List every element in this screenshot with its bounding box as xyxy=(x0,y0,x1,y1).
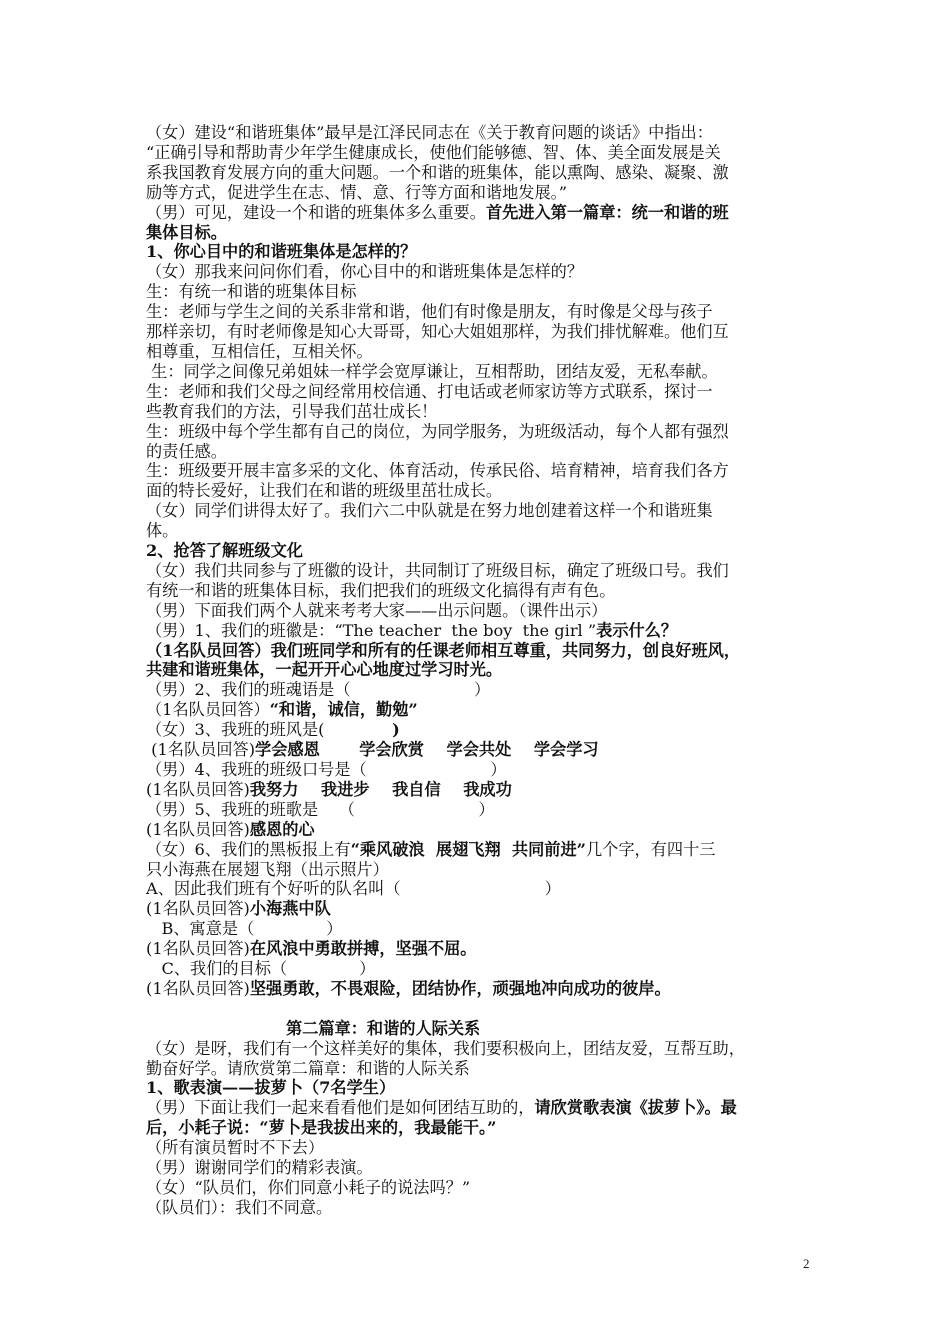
text-line xyxy=(146,203,812,223)
text-line xyxy=(146,402,812,422)
text-line xyxy=(146,1178,812,1198)
text-line xyxy=(146,919,812,939)
line-text: （男）2、我们的班魂语是（ ） xyxy=(146,680,491,700)
section-chapter-2 xyxy=(146,1039,812,1218)
text-line xyxy=(146,1039,812,1059)
line-text: （男）下面让我们一起来看看他们是如何团结互助的， xyxy=(146,1098,535,1118)
line-text: （男）谢谢同学们的精彩表演。 xyxy=(146,1158,373,1178)
line-bold-text: 1、歌表演——拔萝卜（7名学生） xyxy=(146,1078,396,1098)
line-text: （女）6、我们的黑板报上有 xyxy=(146,839,351,859)
line-bold-text: 学会感恩 学会欣赏 学会共处 学会学习 xyxy=(255,740,599,760)
text-line xyxy=(146,760,812,780)
line-text: (1名队员回答) xyxy=(146,978,250,998)
text-line xyxy=(146,1098,812,1118)
line-bold-text: ) xyxy=(324,720,400,740)
text-line xyxy=(146,481,812,501)
line-bold-text: 集体目标。 xyxy=(146,222,227,242)
text-line xyxy=(146,422,812,442)
line-text: 面的特长爱好，让我们在和谐的班级里茁壮成长。 xyxy=(146,481,503,501)
text-line xyxy=(146,521,812,541)
line-tail-text: 几个字，有四十三 xyxy=(585,839,716,859)
line-text: （女）3、我班的班风是( xyxy=(146,720,325,740)
line-text: 系我国教育发展方向的重大问题。一个和谐的班集体，能以熏陶、感染、凝聚、激 xyxy=(146,162,729,182)
text-line xyxy=(146,780,812,800)
text-line xyxy=(146,242,812,262)
line-text: 生：有统一和谐的班集体目标 xyxy=(146,282,357,302)
line-text: 生：老师与学生之间的关系非常和谐，他们有时像是朋友，有时像是父母与孩子 xyxy=(146,302,713,322)
text-line xyxy=(146,720,812,740)
text-line xyxy=(146,879,812,899)
chapter-2-title: 第二篇章：和谐的人际关系 xyxy=(286,1018,481,1038)
line-text: （女）“队员们，你们同意小耗子的说法吗？” xyxy=(146,1178,471,1198)
line-bold-text: 共建和谐班集体，一起开开心心地度过学习时光。 xyxy=(146,660,503,680)
line-bold-text: 1、你心目中的和谐班集体是怎样的？ xyxy=(146,242,417,262)
text-line xyxy=(146,561,812,581)
line-text: （男）5、我班的班歌是 （ ） xyxy=(146,799,495,819)
line-text: （女）建设“和谐班集体”最早是江泽民同志在《关于教育问题的谈话》中指出： xyxy=(146,123,713,142)
text-line xyxy=(146,800,812,820)
text-line xyxy=(146,362,812,382)
line-text: （所有演员暂时不下去） xyxy=(146,1138,325,1158)
text-line xyxy=(146,899,812,919)
text-line xyxy=(146,262,812,282)
text-line xyxy=(146,163,812,183)
text-line xyxy=(146,461,812,481)
line-text: 生：班级中每个学生都有自己的岗位，为同学服务，为班级活动，每个人都有强烈 xyxy=(146,421,729,441)
section-chapter-1 xyxy=(146,123,812,999)
line-bold-text: 请欣赏歌表演《拔萝卜》。最 xyxy=(534,1098,737,1118)
page-number: 2 xyxy=(803,1256,810,1271)
line-text: (1名队员回答) xyxy=(146,899,250,919)
text-line xyxy=(146,1158,812,1178)
line-text: 有统一和谐的班集体目标，我们把我们的班级文化搞得有声有色。 xyxy=(146,580,616,600)
line-text: （队员们）：我们不同意。 xyxy=(146,1197,333,1217)
line-bold-text: 小海燕中队 xyxy=(249,899,331,919)
line-bold-text: 后，小耗子说：“萝卜是我拔出来的，我最能干。” xyxy=(146,1118,497,1138)
line-text: （女）同学们讲得太好了。我们六二中队就是在努力地创建着这样一个和谐班集 xyxy=(146,501,713,521)
line-text: （1名队员回答） xyxy=(146,700,270,720)
line-text: (1名队员回答) xyxy=(146,779,250,799)
line-text: (1名队员回答) xyxy=(146,939,250,959)
text-line xyxy=(146,1118,812,1138)
line-text: （女）是呀，我们有一个这样美好的集体，我们要积极向上，团结友爱，互帮互助， xyxy=(146,1038,745,1058)
text-line xyxy=(146,322,812,342)
text-line xyxy=(146,700,812,720)
line-text: 那样亲切，有时老师像是知心大哥哥，知心大姐姐那样，为我们排忧解难。他们互 xyxy=(146,322,729,342)
line-bold-text: 2、抢答了解班级文化 xyxy=(146,541,303,561)
text-line xyxy=(146,342,812,362)
text-line xyxy=(146,979,812,999)
line-bold-text: 在风浪中勇敢拼搏，坚强不屈。 xyxy=(249,939,477,959)
text-line xyxy=(146,1078,812,1098)
text-line xyxy=(146,1138,812,1158)
line-text: 相尊重，互相信任，互相关怀。 xyxy=(146,341,373,361)
text-line xyxy=(146,860,812,880)
text-line xyxy=(146,143,812,163)
text-line xyxy=(146,223,812,243)
line-text: （男）4、我班的班级口号是（ ） xyxy=(146,760,507,779)
line-text: (1名队员回答) xyxy=(146,819,250,839)
line-bold-text: （1名队员回答）我们班同学和所有的任课老师相互尊重，共同努力，创良好班风， xyxy=(146,640,741,660)
text-line xyxy=(146,302,812,322)
document-body xyxy=(146,123,812,1218)
line-text: （女）我们共同参与了班徽的设计，共同制订了班级目标，确定了班级口号。我们 xyxy=(146,560,729,580)
line-text: 生：同学之间像兄弟姐妹一样学会宽厚谦让，互相帮助，团结友爱，无私奉献。 xyxy=(146,361,718,381)
text-line xyxy=(146,183,812,203)
line-text: 体。 xyxy=(146,521,179,541)
text-line xyxy=(146,939,812,959)
text-line xyxy=(146,740,812,760)
line-text: 勤奋好学。请欣赏第二篇章：和谐的人际关系 xyxy=(146,1058,470,1078)
text-line xyxy=(146,820,812,840)
line-bold-text: 表示什么？ xyxy=(596,620,678,640)
line-bold-text: “和谐，诚信，勤勉” xyxy=(269,700,418,720)
text-line xyxy=(146,641,812,661)
line-text: （男）1、我们的班徽是：“The teacher the boy the girl ” xyxy=(146,620,597,640)
line-text: B、寓意是（ ） xyxy=(146,919,343,939)
line-bold-text: 坚强勇敢，不畏艰险，团结协作，顽强地冲向成功的彼岸。 xyxy=(249,978,671,998)
line-text: （男）可见，建设一个和谐的班集体多么重要。 xyxy=(146,202,486,222)
text-line xyxy=(146,680,812,700)
text-line xyxy=(146,840,812,860)
line-text: 的责任感。 xyxy=(146,441,227,461)
text-line xyxy=(146,1198,812,1218)
text-line xyxy=(146,581,812,601)
line-text: （男）下面我们两个人就来考考大家——出示问题。（课件出示） xyxy=(146,600,608,620)
line-text: C、我们的目标（ ） xyxy=(146,959,376,979)
text-line xyxy=(146,660,812,680)
line-text: 生：老师和我们父母之间经常用校信通、打电话或老师家访等方式联系，探讨一 xyxy=(146,381,713,401)
line-text: 励等方式，促进学生在志、情、意、行等方面和谐地发展。” xyxy=(146,182,568,202)
blank-line xyxy=(146,999,812,1019)
text-line xyxy=(146,123,812,143)
text-line xyxy=(146,1059,812,1079)
line-text: (1名队员回答) xyxy=(146,740,256,760)
line-text: A、因此我们班有个好听的队名叫（ ） xyxy=(146,879,561,899)
text-line xyxy=(146,442,812,462)
text-line xyxy=(146,959,812,979)
text-line xyxy=(146,501,812,521)
line-text: 只小海燕在展翅飞翔（出示照片） xyxy=(146,859,389,879)
line-text: （女）那我来问问你们看，你心目中的和谐班集体是怎样的？ xyxy=(146,262,584,282)
line-bold-text: 我努力 我进步 我自信 我成功 xyxy=(249,779,512,799)
text-line xyxy=(146,541,812,561)
text-line xyxy=(146,621,812,641)
line-bold-text: 首先进入第一篇章：统一和谐的班 xyxy=(485,202,729,222)
line-bold-text: “乘风破浪 展翅飞翔 共同前进” xyxy=(350,839,586,859)
line-bold-text: 感恩的心 xyxy=(249,819,315,839)
text-line xyxy=(146,382,812,402)
line-text: “正确引导和帮助青少年学生健康成长，使他们能够德、智、体、美全面发展是关 xyxy=(146,142,721,162)
line-text: 些教育我们的方法，引导我们茁壮成长！ xyxy=(146,401,438,421)
line-text: 生：班级要开展丰富多采的文化、体育活动，传承民俗、培育精神，培育我们各方 xyxy=(146,461,729,481)
text-line xyxy=(146,282,812,302)
text-line xyxy=(146,601,812,621)
